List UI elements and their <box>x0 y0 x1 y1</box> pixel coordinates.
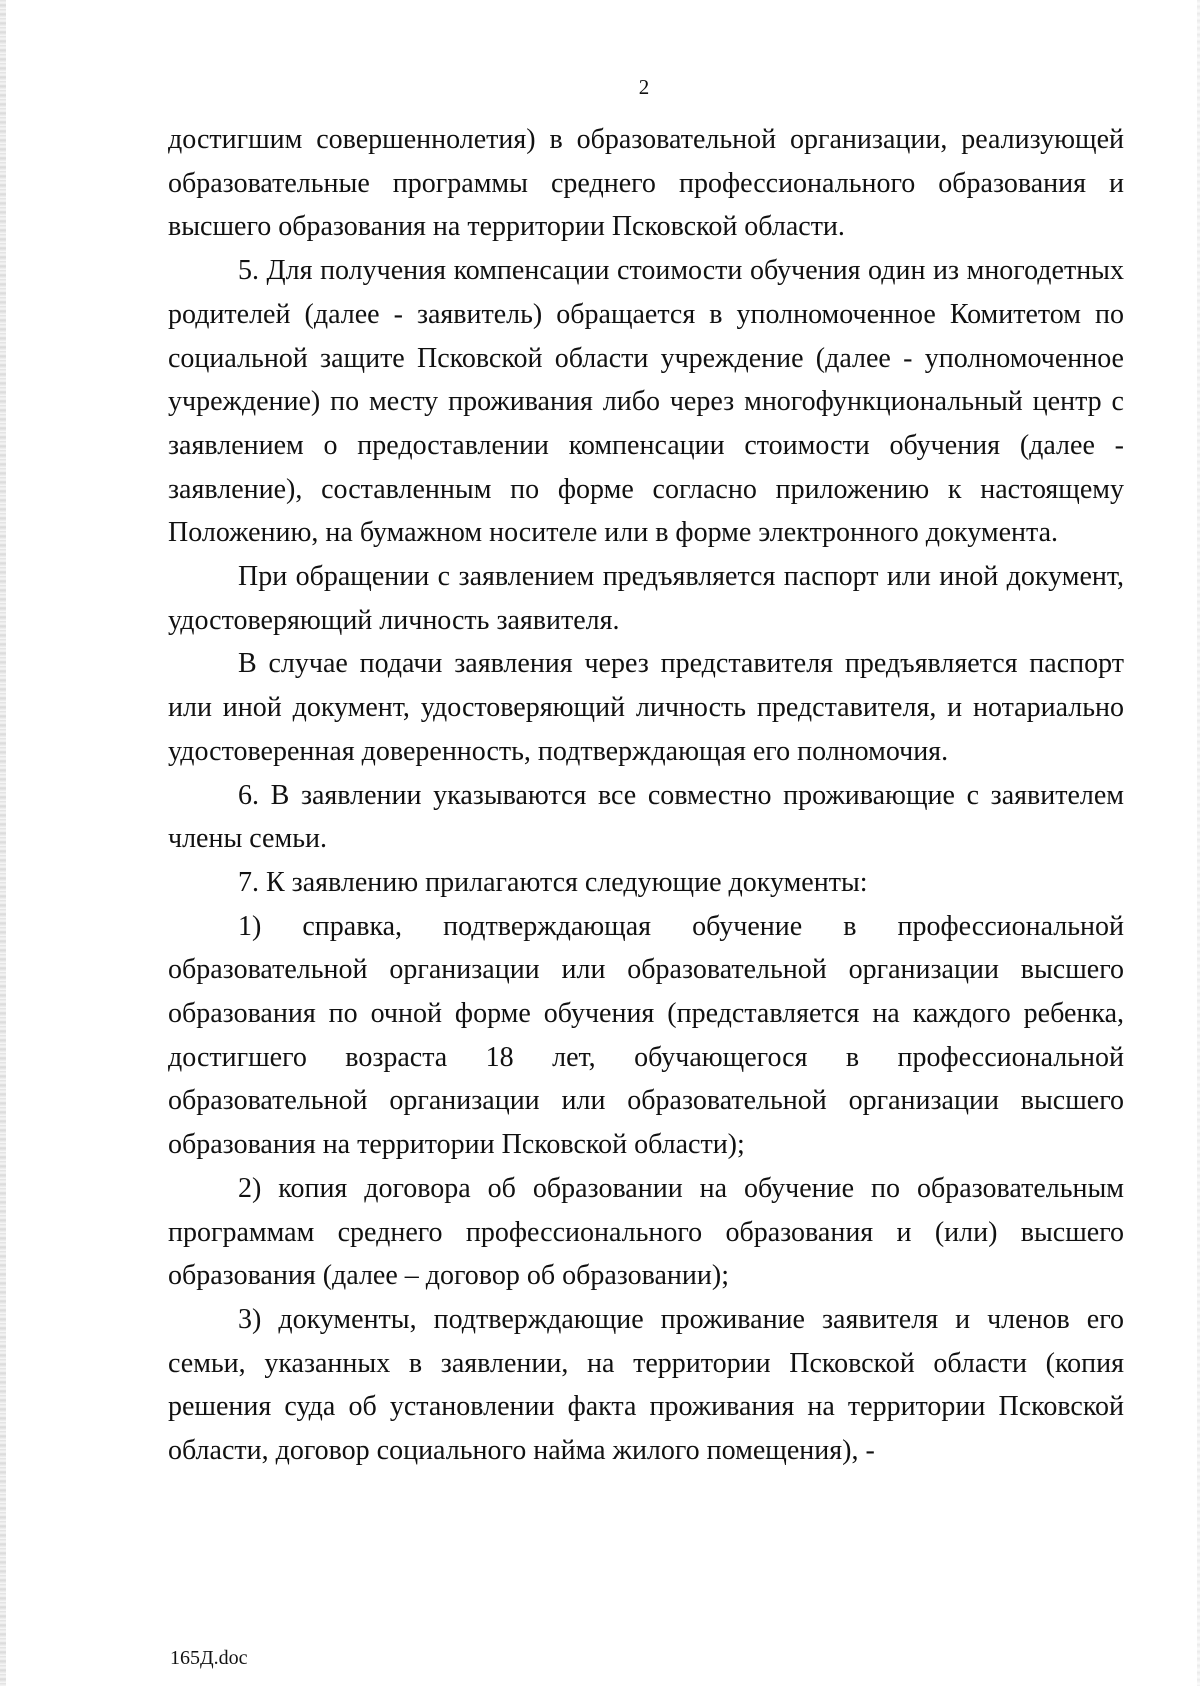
paragraph-item-7: 7. К заявлению прилагаются следующие документы: <box>238 866 868 898</box>
paragraph-passport: При обращении с заявлением предъявляется паспорт или иной документ, удостоверяющий личность заявителя. <box>168 561 1124 636</box>
paragraph-representative: В случае подачи заявления через представителя предъявляется паспорт или иной документ, удостоверяющий личность представителя, и нотариально удостоверенная доверенность, подтверждающая его полномочия. <box>168 648 1124 767</box>
paragraph-item-6: 6. В заявлении указываются все совместно проживающие с заявителем члены семьи. <box>168 779 1124 855</box>
list-item-1: 1) справка, подтверждающая обучение в профессиональной образовательной организации или образовательной организации высшего образования по очной форме обучения (представляется на каждого ребенка, достигшего возраста 18 лет, обучающегося в профессиональной образовательной организации или образовательной организации высшего образования на территории Псковской области); <box>168 910 1124 1161</box>
paragraph-continuation: достигшим совершеннолетия) в образовательной организации, реализующей образовательные программы среднего профессионального образования и высшего образования на территории Псковской области. <box>168 124 1124 243</box>
list-item-3: 3) документы, подтверждающие проживание заявителя и членов его семьи, указанных в заявлении, на территории Псковской области (копия решения суда об установлении факта проживания на территории Псковской области, договор социального найма жилого помещения), - <box>168 1303 1124 1467</box>
list-item-2: 2) копия договора об образовании на обучение по образовательным программам среднего профессионального образования и (или) высшего образования (далее – договор об образовании); <box>168 1172 1124 1292</box>
scan-edge-left <box>0 0 6 1686</box>
paragraph-item-5: 5. Для получения компенсации стоимости обучения один из многодетных родителей (далее - заявитель) обращается в уполномоченное Комитетом по социальной защите Псковской области учреждение (далее - уполномоченное учреждение) по месту проживания либо через многофункциональный центр с заявлением о предоставлении компенсации стоимости обучения (далее - заявление), составленным по форме согласно приложению к настоящему Положению, на бумажном носителе или в форме электронного документа. <box>168 255 1124 549</box>
page-number: 2 <box>638 75 650 99</box>
document-body <box>168 118 1124 1473</box>
footer-filename: 165Д.doc <box>170 1647 248 1669</box>
